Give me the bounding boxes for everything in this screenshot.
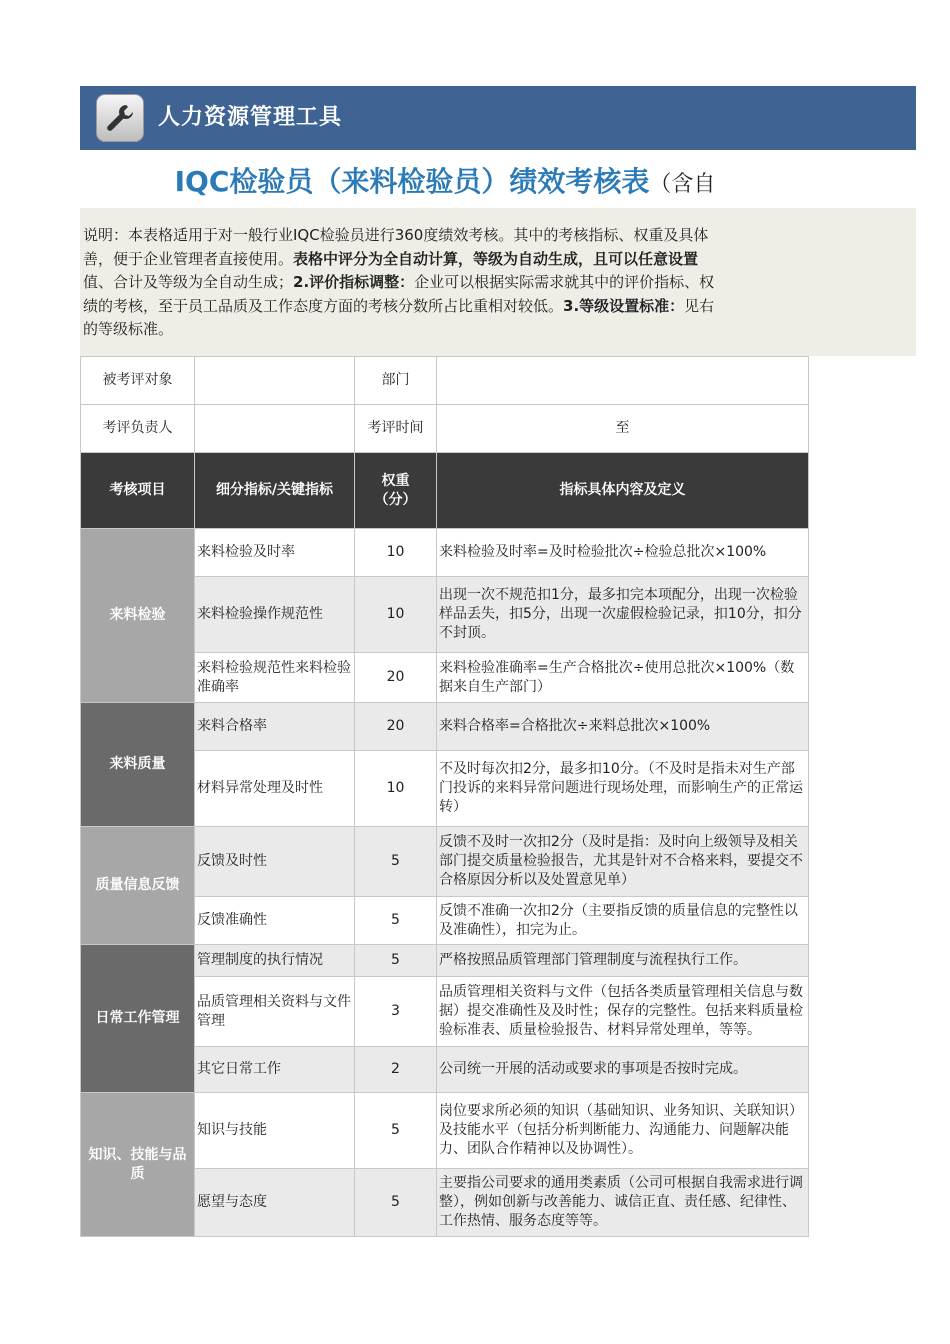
indicator-cell: 材料异常处理及时性	[195, 751, 355, 827]
subject-label: 被考评对象	[81, 357, 195, 405]
definition-cell: 品质管理相关资料与文件（包括各类质量管理相关信息与数据）提交准确性及及时性；保存的完整性。包括来料质量检验标准表、质量检验报告、材料异常处理单，等等。	[437, 977, 809, 1047]
weight-cell: 5	[355, 897, 437, 945]
indicator-cell: 反馈准确性	[195, 897, 355, 945]
weight-cell: 20	[355, 703, 437, 751]
description-line	[83, 318, 810, 342]
header-indicator: 细分指标/关键指标	[195, 453, 355, 529]
description-emphasis: 2.评价指标调整：	[293, 273, 415, 292]
weight-cell: 20	[355, 653, 437, 703]
weight-cell: 5	[355, 827, 437, 897]
definition-cell: 不及时每次扣2分，最多扣10分。（不及时是指未对生产部门投诉的来料异常问题进行现场处理，而影响生产的正常运转）	[437, 751, 809, 827]
indicator-cell: 知识与技能	[195, 1093, 355, 1169]
dept-label: 部门	[355, 357, 437, 405]
page-title	[80, 156, 810, 208]
title-sub: （含自	[649, 172, 716, 197]
description-emphasis: 表格中评分为全自动计算，等级为自动生成，且可以任意设置	[293, 249, 699, 268]
time-label: 考评时间	[355, 405, 437, 453]
description-segment: 说明：本表格适用于对一般行业IQC检验员进行360度绩效考核。其中的考核指标、权重及具体	[83, 226, 709, 244]
indicator-cell: 来料检验规范性来料检验准确率	[195, 653, 355, 703]
header-definition: 指标具体内容及定义	[437, 453, 809, 529]
description-text	[83, 224, 810, 348]
definition-cell: 严格按照品质管理部门管理制度与流程执行工作。	[437, 945, 809, 977]
description-segment: 企业可以根据实际需求就其中的评价指标、权	[414, 273, 715, 292]
definition-cell: 出现一次不规范扣1分，最多扣完本项配分，出现一次检验样品丢失，扣5分，出现一次虚假检验记录，扣10分，扣分不封顶。	[437, 577, 809, 653]
info-row-reviewer	[81, 405, 809, 453]
description-segment: 绩的考核，至于员工品质及工作态度方面的考核分数所占比重相对较低。	[83, 296, 564, 315]
description-segment: 见右	[684, 296, 715, 315]
description-emphasis: 3.等级设置标准：	[563, 296, 685, 315]
indicator-cell: 品质管理相关资料与文件管理	[195, 977, 355, 1047]
weight-cell: 5	[355, 1169, 437, 1237]
description-segment: 善，便于企业管理者直接使用。	[83, 249, 294, 268]
time-range-field[interactable]: 至	[437, 405, 809, 453]
description-panel	[80, 208, 916, 356]
table-row	[81, 703, 809, 751]
category-cell: 日常工作管理	[81, 945, 195, 1093]
table-row	[81, 827, 809, 897]
category-cell: 来料质量	[81, 703, 195, 827]
description-segment: 的等级标准。	[83, 320, 174, 339]
description-line	[83, 295, 810, 319]
dept-field[interactable]	[437, 357, 809, 405]
definition-cell: 公司统一开展的活动或要求的事项是否按时完成。	[437, 1047, 809, 1093]
description-line	[83, 224, 810, 248]
indicator-cell: 来料合格率	[195, 703, 355, 751]
header-weight: 权重 （分）	[355, 453, 437, 529]
weight-cell: 10	[355, 529, 437, 577]
definition-cell: 反馈不及时一次扣2分（及时是指：及时向上级领导及相关部门提交质量检验报告，尤其是针对不合格来料，要提交不合格原因分析以及处置意见单）	[437, 827, 809, 897]
reviewer-label: 考评负责人	[81, 405, 195, 453]
category-cell: 来料检验	[81, 529, 195, 703]
category-cell: 知识、技能与品质	[81, 1093, 195, 1237]
info-row-subject	[81, 357, 809, 405]
weight-cell: 5	[355, 945, 437, 977]
appraisal-table	[80, 356, 809, 1237]
weight-cell: 10	[355, 577, 437, 653]
weight-cell: 3	[355, 977, 437, 1047]
subject-field[interactable]	[195, 357, 355, 405]
definition-cell: 主要指公司要求的通用类素质（公司可根据自我需求进行调整），例如创新与改善能力、诚信正直、责任感、纪律性、工作热情、服务态度等等。	[437, 1169, 809, 1237]
description-segment: 值、合计及等级为全自动生成；	[83, 273, 294, 292]
indicator-cell: 反馈及时性	[195, 827, 355, 897]
weight-cell: 10	[355, 751, 437, 827]
indicator-cell: 来料检验操作规范性	[195, 577, 355, 653]
indicator-cell: 管理制度的执行情况	[195, 945, 355, 977]
title-main: IQC检验员（来料检验员）绩效考核表	[174, 165, 650, 198]
header-banner	[80, 86, 916, 150]
indicator-cell: 来料检验及时率	[195, 529, 355, 577]
definition-cell: 来料检验及时率=及时检验批次÷检验总批次×100%	[437, 529, 809, 577]
description-line	[83, 248, 810, 272]
weight-cell: 2	[355, 1047, 437, 1093]
definition-cell: 岗位要求所必须的知识（基础知识、业务知识、关联知识）及技能水平（包括分析判断能力、沟通能力、问题解决能力、团队合作精神以及协调性）。	[437, 1093, 809, 1169]
category-cell: 质量信息反馈	[81, 827, 195, 945]
reviewer-field[interactable]	[195, 405, 355, 453]
header-category: 考核项目	[81, 453, 195, 529]
indicator-cell: 愿望与态度	[195, 1169, 355, 1237]
indicator-cell: 其它日常工作	[195, 1047, 355, 1093]
table-row	[81, 1093, 809, 1169]
wrench-icon	[96, 94, 144, 142]
table-header	[81, 453, 809, 529]
definition-cell: 来料合格率=合格批次÷来料总批次×100%	[437, 703, 809, 751]
app-title: 人力资源管理工具	[158, 105, 343, 130]
definition-cell: 来料检验准确率=生产合格批次÷使用总批次×100%（数据来自生产部门）	[437, 653, 809, 703]
table-row	[81, 945, 809, 977]
table-row	[81, 529, 809, 577]
definition-cell: 反馈不准确一次扣2分（主要指反馈的质量信息的完整性以及准确性），扣完为止。	[437, 897, 809, 945]
description-line	[83, 271, 810, 295]
weight-cell: 5	[355, 1093, 437, 1169]
